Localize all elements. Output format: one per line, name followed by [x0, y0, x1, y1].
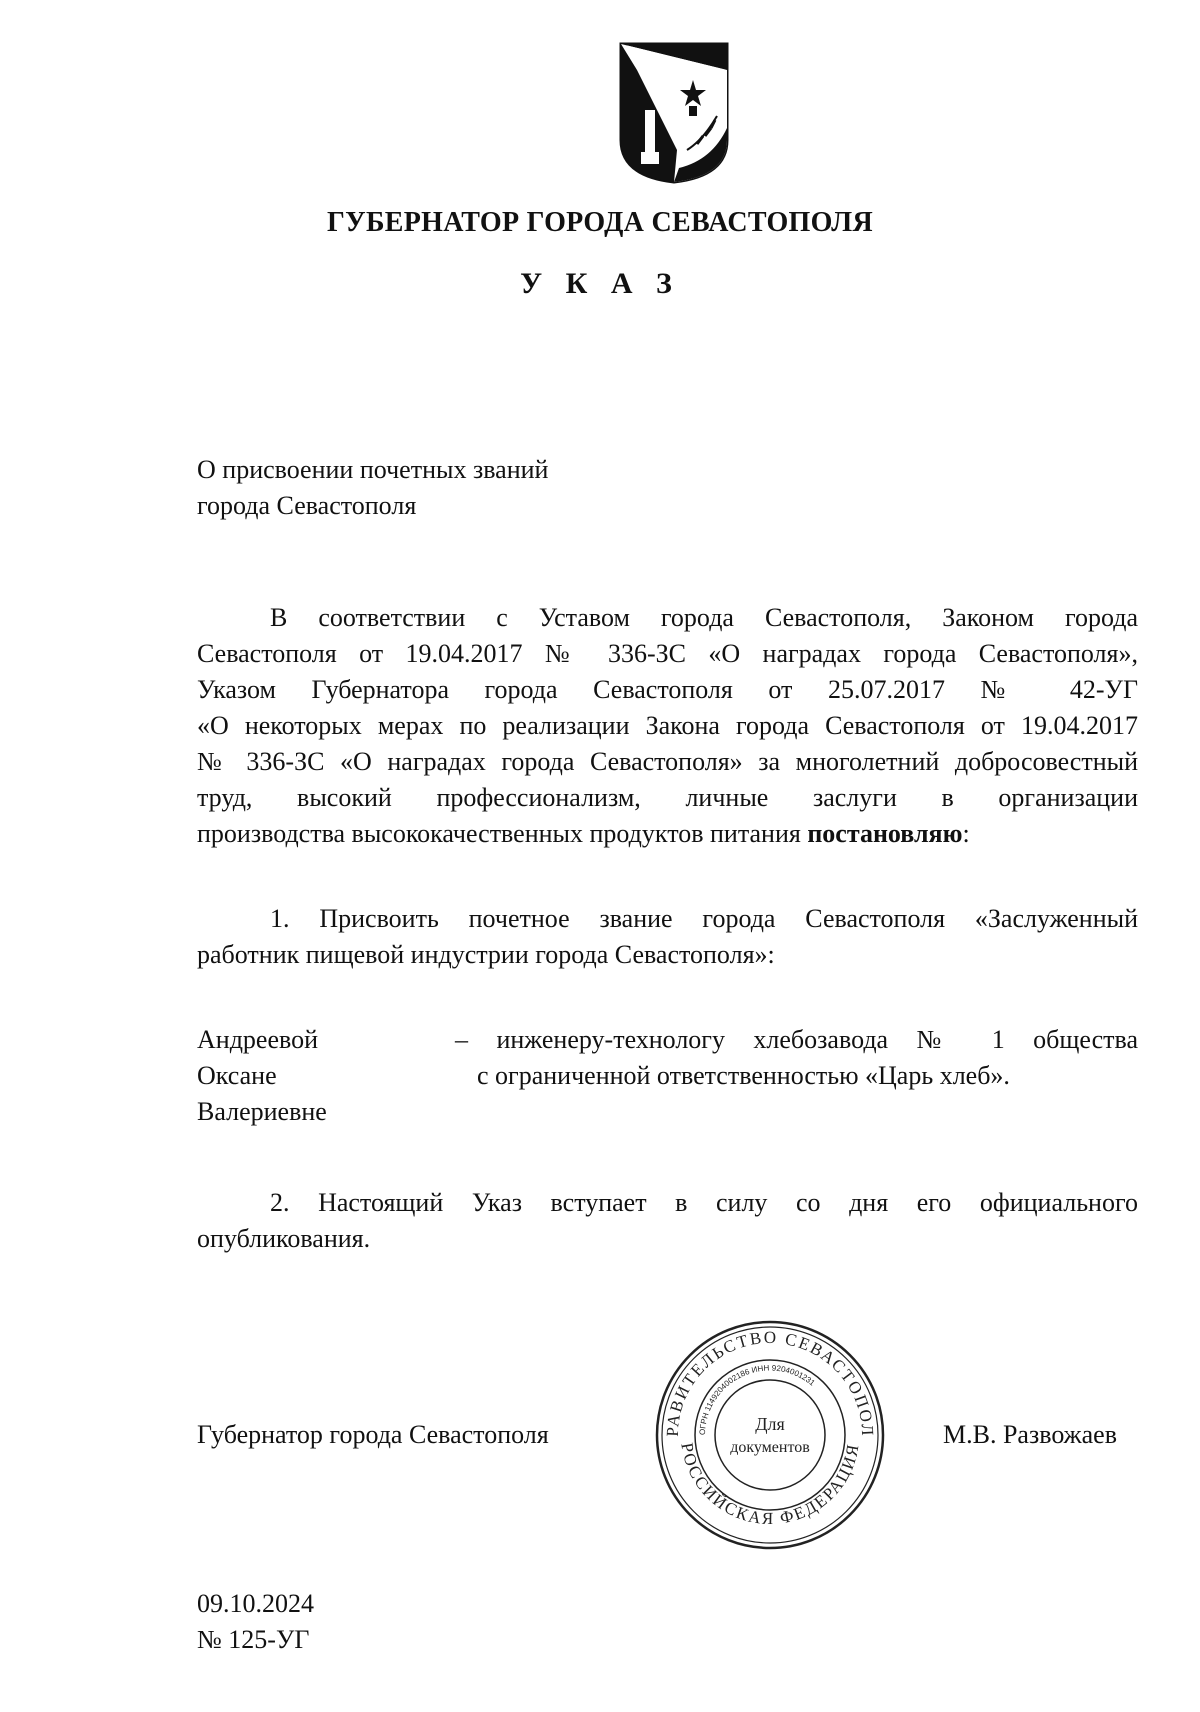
stamp-inner-text: ОГРН 1149204002186 ИНН 9204001231: [697, 1363, 817, 1436]
awardee-position-line: с ограниченной ответственностью «Царь хлеб».: [477, 1061, 1010, 1090]
issuing-authority: ГУБЕРНАТОР ГОРОДА СЕВАСТОПОЛЯ: [327, 207, 873, 238]
coat-of-arms-emblem: [617, 40, 731, 185]
preamble-last-line: [197, 816, 1138, 852]
awardee-surname: Андреевой: [197, 1025, 319, 1054]
stamp-outer-top-text: РАВИТЕЛЬСТВО СЕВАСТОПОЛ: [662, 1327, 878, 1438]
awardee-first-name: Оксане: [197, 1061, 277, 1090]
decree-subject: [197, 452, 548, 524]
decree-number: № 125-УГ: [197, 1625, 310, 1654]
awardee-position-line: – инженеру-технологу хлебозавода № 1 общества: [455, 1025, 1138, 1054]
sevastopol-coat-of-arms-icon: [617, 40, 731, 185]
item-2-line: опубликования.: [197, 1224, 371, 1253]
subject-line: города Севастополя: [197, 491, 417, 520]
preamble-line: труд, высокий профессионализм, личные заслуги в организации: [197, 783, 1138, 812]
awardee-name: [197, 1022, 327, 1130]
preamble-line: В соответствии с Уставом города Севастополя, Законом города: [270, 603, 1138, 632]
signatory-name: М.В. Развожаев: [943, 1420, 1118, 1449]
preamble-line: Указом Губернатора города Севастополя от 25.07.2017 № 42-УГ: [197, 675, 1138, 704]
stamp-center-line: документов: [730, 1439, 810, 1456]
stamp-outer-bottom-text: РОССИЙСКАЯ ФЕДЕРАЦИЯ: [677, 1441, 863, 1529]
item-1-line: работник пищевой индустрии города Севастополя»:: [197, 940, 775, 969]
item-1-paragraph: [197, 901, 1138, 973]
preamble-paragraph: [197, 600, 1138, 852]
preamble-line: Севастополя от 19.04.2017 № 336-ЗС «О наградах города Севастополя»,: [197, 639, 1138, 668]
official-stamp: [653, 1318, 887, 1552]
decree-date: 09.10.2024: [197, 1589, 314, 1618]
document-type: У К А З: [520, 267, 680, 300]
preamble-line: «О некоторых мерах по реализации Закона города Севастополя от 19.04.2017: [197, 711, 1138, 740]
decree-colon: :: [962, 819, 970, 848]
item-1-line: 1. Присвоить почетное звание города Севастополя «Заслуженный: [270, 904, 1138, 933]
item-2-line: 2. Настоящий Указ вступает в силу со дня его официального: [270, 1188, 1138, 1217]
signatory-role: Губернатор города Севастополя: [197, 1420, 549, 1449]
decree-date-number: [197, 1586, 314, 1658]
stamp-center-line: Для: [755, 1414, 785, 1434]
preamble-text: производства высококачественных продуктов питания: [197, 819, 808, 848]
item-2-paragraph: [197, 1185, 1138, 1257]
round-seal-icon: [653, 1318, 887, 1552]
decree-word: постановляю: [807, 819, 963, 848]
awardee-position: [455, 1022, 1138, 1094]
preamble-line: № 336-ЗС «О наградах города Севастополя» за многолетний добросовестный: [197, 747, 1138, 776]
subject-line: О присвоении почетных званий: [197, 455, 549, 484]
awardee-patronymic: Валериевне: [197, 1097, 327, 1126]
